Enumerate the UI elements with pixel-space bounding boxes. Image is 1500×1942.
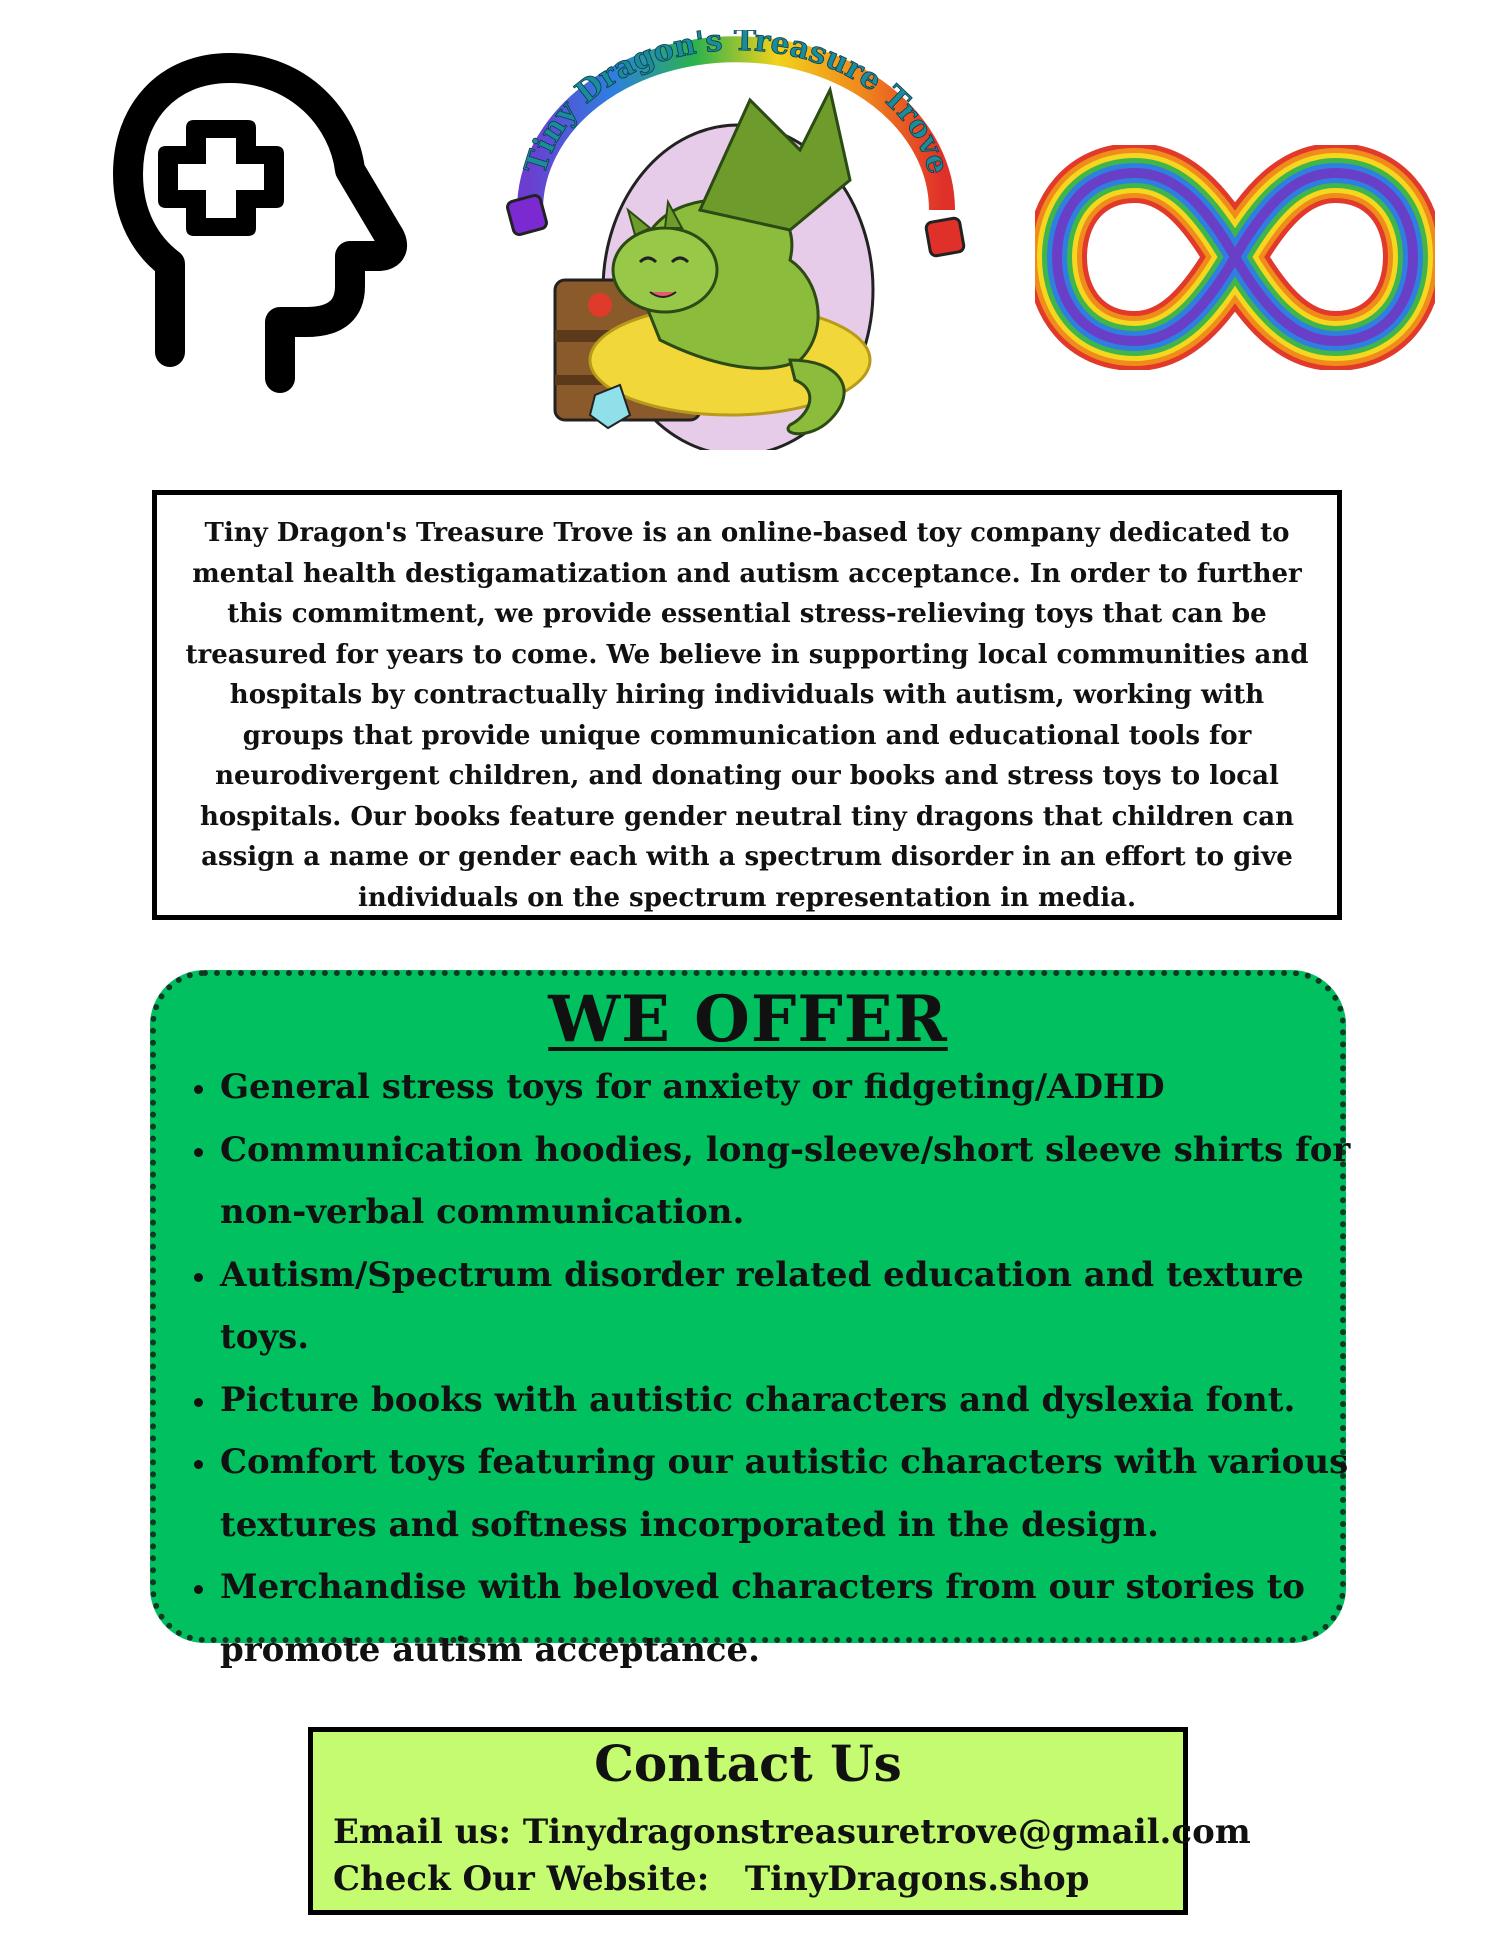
offer-item: • Comfort toys featuring our autistic characters with various textures and softness incorporated in the design. bbox=[218, 1431, 1353, 1556]
offer-item: • Picture books with autistic characters and dyslexia font. bbox=[218, 1369, 1353, 1432]
offer-title: WE OFFER bbox=[548, 982, 948, 1057]
intro-box bbox=[152, 490, 1342, 920]
company-logo bbox=[500, 30, 970, 450]
dragon-head bbox=[613, 228, 717, 312]
offer-item: • Autism/Spectrum disorder related education and texture toys. bbox=[218, 1244, 1353, 1369]
contact-box bbox=[308, 1727, 1251, 1915]
offer-item: • Communication hoodies, long-sleeve/short sleeve shirts for non-verbal communication. bbox=[218, 1119, 1353, 1244]
rainbow-infinity-icon bbox=[1035, 145, 1435, 370]
intro-text: Tiny Dragon's Treasure Trove is an online-based toy company dedicated to mental health destigamatization and autism acceptance. In order to further this commitment, we provide essential stress-relieving toys that can be treasured for years to come. We believe in supporting local communities and hospitals by contractually hiring individuals with autism, working with groups that provide unique communication and educational tools for neurodivergent children, and donating our books and stress toys to local hospitals. Our books feature gender neutral tiny dragons that children can assign a name or gender each with a spectrum disorder in an effort to give individuals on the spectrum representation in media. bbox=[185, 518, 1309, 913]
offer-list bbox=[178, 1056, 1353, 1681]
offer-item: • General stress toys for anxiety or fidgeting/ADHD bbox=[218, 1056, 1353, 1119]
contact-title: Contact Us bbox=[594, 1734, 902, 1793]
offer-item: • Merchandise with beloved characters from our stories to promote autism acceptance. bbox=[218, 1556, 1353, 1681]
logo-arc-text: Tiny Dragon's Treasure Trove bbox=[518, 30, 956, 179]
contact-website[interactable]: Check Our Website: TinyDragons.shop bbox=[333, 1859, 1090, 1899]
contact-email[interactable]: Email us: Tinydragonstreasuretrove@gmail.com bbox=[333, 1812, 1251, 1852]
mental-health-head-icon bbox=[110, 50, 430, 410]
offer-box bbox=[150, 970, 1351, 1670]
